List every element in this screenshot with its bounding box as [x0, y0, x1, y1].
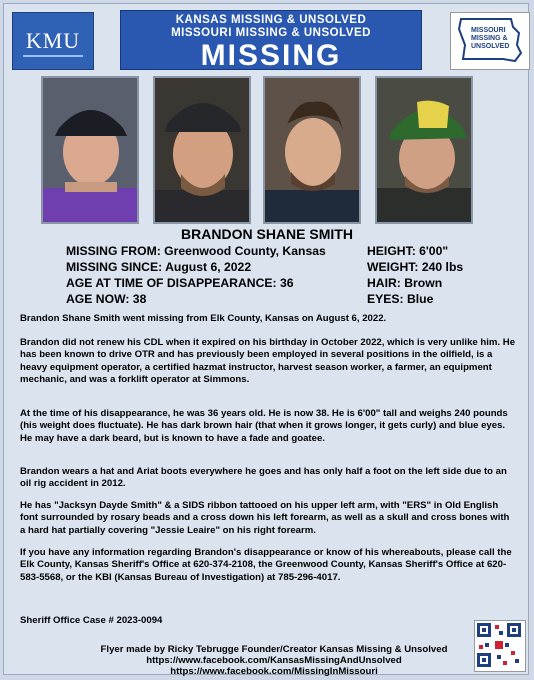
footer-link-kansas[interactable]: https://www.facebook.com/KansasMissingAndUnsolved	[146, 655, 402, 666]
missouri-logo-line1: MISSOURI	[471, 27, 506, 34]
banner-line-kansas: KANSAS MISSING & UNSOLVED	[175, 14, 367, 26]
stat-missing-since: MISSING SINCE: August 6, 2022	[66, 260, 252, 274]
stat-weight: WEIGHT: 240 lbs	[367, 260, 464, 274]
qr-code-icon	[474, 620, 526, 672]
paragraph-description: At the time of his disappearance, he was 36 years old. He is now 38. He is 6'00" tall and weighs 240 pounds (his weight does fluctuate). He has dark brown hair (that when it grows longer, it gets curly) and blue eyes. He may have a dark beard, but is known to have a fade and goatee.	[20, 408, 508, 444]
footer-link-missouri[interactable]: https://www.facebook.com/MissingInMissouri	[170, 666, 378, 677]
missouri-logo-line3: UNSOLVED	[471, 43, 510, 50]
header-banner	[120, 10, 422, 70]
missouri-logo	[450, 12, 530, 70]
case-number: Sheriff Office Case # 2023-0094	[20, 615, 163, 626]
stat-age-now: AGE NOW: 38	[66, 292, 147, 306]
paragraph-summary: Brandon Shane Smith went missing from Elk County, Kansas on August 6, 2022.	[20, 313, 387, 324]
banner-line-missouri: MISSOURI MISSING & UNSOLVED	[171, 27, 371, 39]
paragraph-background: Brandon did not renew his CDL when it expired on his birthday in October 2022, which is very unlike him. He has been known to drive OTR and has previously been employed in several positions in the oilfield, is a heavy equipment operator, a certified hazmat instructor, harvest season worker, a farmer, an equipment mechanic, and was a forklift operator at Simmons.	[20, 337, 516, 386]
footer-credit: Flyer made by Ricky Tebrugge Founder/Creator Kansas Missing & Unsolved	[100, 644, 448, 655]
missing-person-name: BRANDON SHANE SMITH	[181, 226, 353, 242]
stat-age-at-disappearance: AGE AT TIME OF DISAPPEARANCE: 36	[66, 276, 294, 290]
stat-height: HEIGHT: 6'00"	[367, 244, 449, 258]
kmu-logo-text: KMU	[25, 28, 81, 53]
photo-3	[263, 76, 361, 224]
stat-missing-from: MISSING FROM: Greenwood County, Kansas	[66, 244, 326, 258]
kmu-logo	[12, 12, 94, 70]
stat-eyes: EYES: Blue	[367, 292, 434, 306]
missouri-logo-line2: MISSING &	[471, 35, 508, 42]
photo-2	[153, 76, 251, 224]
paragraph-tattoos: He has "Jacksyn Dayde Smith" & a SIDS ribbon tattooed on his upper left arm, with "ERS" in Old English font surrounded by rosary beads and a cross down his left forearm, as well as a skull and cross bones with a hard hat partially covering "Jessie Leaire" on his right forearm.	[20, 500, 510, 536]
banner-title: MISSING	[200, 39, 342, 72]
photo-1	[41, 76, 139, 224]
paragraph-contact: If you have any information regarding Brandon's disappearance or know of his whereabouts, please call the Elk County, Kansas Sheriff's Office at 620-374-2108, the Greenwood County, Kansas Sheriff's Office at 620-583-5568, or the KBI (Kansas Bureau of Investigation) at 785-296-4017.	[20, 547, 512, 583]
paragraph-boots: Brandon wears a hat and Ariat boots everywhere he goes and has only half a foot on the left side due to an oil rig accident in 2012.	[20, 466, 507, 490]
missing-poster	[3, 3, 529, 675]
photo-4	[375, 76, 473, 224]
stat-hair: HAIR: Brown	[367, 276, 443, 290]
